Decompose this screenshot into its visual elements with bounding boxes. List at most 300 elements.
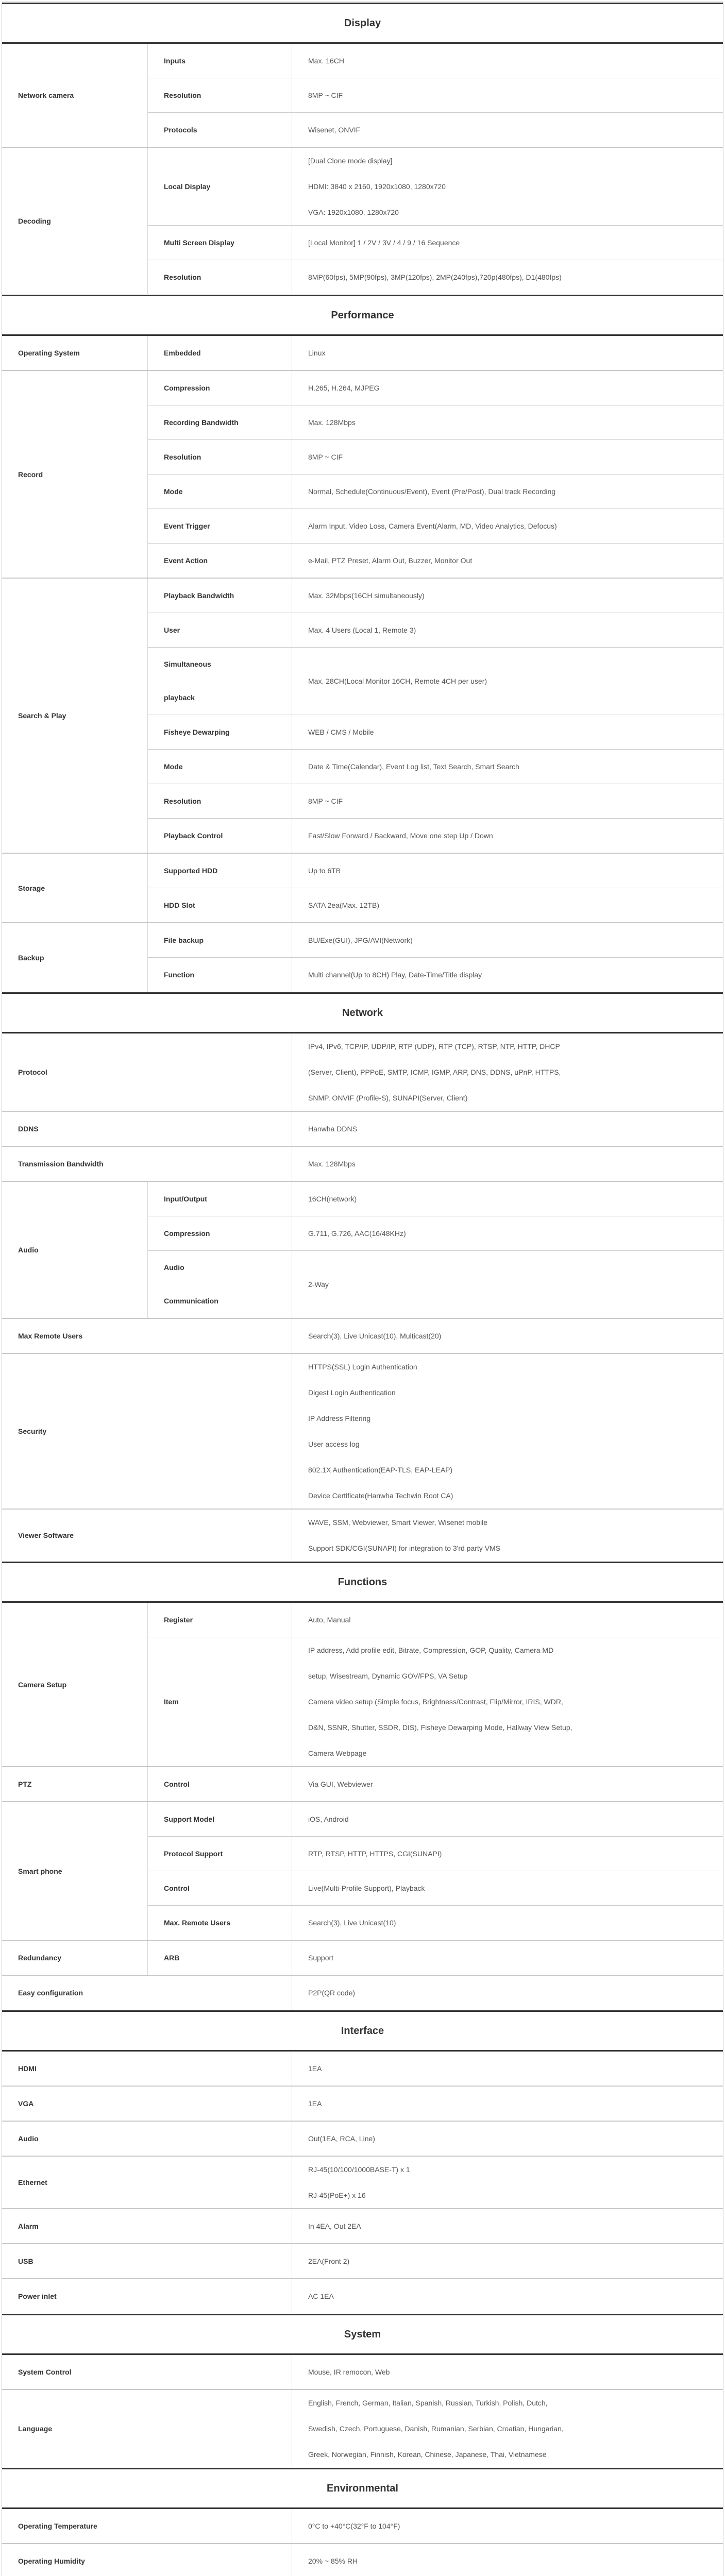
group-rows bbox=[148, 44, 723, 147]
spec-value-line: Fast/Slow Forward / Backward, Move one step Up / Down bbox=[308, 832, 493, 840]
spec-label-line: Recording Bandwidth bbox=[164, 418, 239, 427]
spec-label-line: File backup bbox=[164, 936, 204, 944]
spec-value-line: WAVE, SSM, Webviewer, Smart Viewer, Wisenet mobile bbox=[308, 1518, 488, 1527]
spec-label bbox=[148, 819, 292, 853]
spec-value bbox=[292, 1976, 723, 2010]
spec-label bbox=[148, 226, 292, 260]
spec-row-function bbox=[148, 958, 723, 992]
group-rows bbox=[292, 1112, 723, 1146]
group-label: Operating System bbox=[2, 336, 148, 370]
spec-row bbox=[292, 1354, 723, 1509]
spec-group-record bbox=[2, 371, 723, 579]
spec-value bbox=[292, 648, 723, 715]
spec-row-hdd-slot bbox=[148, 888, 723, 922]
spec-value bbox=[292, 784, 723, 818]
spec-value bbox=[292, 958, 723, 992]
spec-row bbox=[292, 1033, 723, 1111]
spec-value-line: Camera video setup (Simple focus, Brightness/Contrast, Flip/Mirror, IRIS, WDR, bbox=[308, 1698, 563, 1706]
spec-row bbox=[292, 2279, 723, 2313]
group-label: Transmission Bandwidth bbox=[2, 1147, 292, 1181]
group-rows bbox=[292, 2509, 723, 2543]
section-title: Interface bbox=[341, 2025, 384, 2037]
spec-label-line: Control bbox=[164, 1780, 190, 1788]
spec-value-line: P2P(QR code) bbox=[308, 1989, 356, 1997]
group-label: Alarm bbox=[2, 2209, 292, 2243]
spec-value-line: English, French, German, Italian, Spanish, Russian, Turkish, Polish, Dutch, bbox=[308, 2399, 548, 2407]
spec-value bbox=[292, 336, 723, 370]
spec-row-protocol-support bbox=[148, 1837, 723, 1871]
spec-value-line: 8MP ~ CIF bbox=[308, 453, 343, 461]
spec-value bbox=[292, 2052, 723, 2086]
spec-value bbox=[292, 148, 723, 225]
spec-row-user bbox=[148, 613, 723, 648]
spec-row bbox=[292, 2544, 723, 2576]
spec-value-line: Alarm Input, Video Loss, Camera Event(Alarm, MD, Video Analytics, Defocus) bbox=[308, 522, 557, 530]
spec-row-resolution bbox=[148, 78, 723, 113]
spec-value-line: (Server, Client), PPPoE, SMTP, ICMP, IGMP, ARP, DNS, DDNS, uPnP, HTTPS, bbox=[308, 1068, 561, 1076]
spec-label bbox=[148, 1906, 292, 1940]
spec-label-line: Multi Screen Display bbox=[164, 239, 234, 247]
spec-value-line: Max. 128Mbps bbox=[308, 418, 356, 427]
spec-row-embedded bbox=[148, 336, 723, 370]
spec-row-file-backup bbox=[148, 923, 723, 958]
spec-label bbox=[148, 1182, 292, 1216]
spec-value bbox=[292, 371, 723, 405]
spec-label bbox=[148, 613, 292, 647]
spec-value bbox=[292, 1033, 723, 1111]
spec-label bbox=[148, 784, 292, 818]
spec-value bbox=[292, 2244, 723, 2278]
spec-value bbox=[292, 44, 723, 78]
spec-label-line: Compression bbox=[164, 1229, 210, 1238]
spec-value-line: Max. 128Mbps bbox=[308, 1160, 356, 1168]
spec-label-line: User bbox=[164, 626, 180, 634]
spec-label-line: Item bbox=[164, 1697, 179, 1706]
spec-value-line: IP address, Add profile edit, Bitrate, Compression, GOP, Quality, Camera MD bbox=[308, 1646, 554, 1654]
spec-row-inputs bbox=[148, 44, 723, 78]
spec-label bbox=[148, 440, 292, 474]
spec-label-line: Audio bbox=[164, 1263, 184, 1272]
spec-value-line: WEB / CMS / Mobile bbox=[308, 728, 374, 736]
spec-row bbox=[292, 1112, 723, 1146]
spec-row-input-output bbox=[148, 1182, 723, 1216]
spec-row-audio-communication bbox=[148, 1251, 723, 1318]
spec-value bbox=[292, 613, 723, 647]
spec-group-camera-setup bbox=[2, 1603, 723, 1767]
spec-value-line: 1EA bbox=[308, 2064, 322, 2073]
spec-value bbox=[292, 854, 723, 888]
spec-label-line: Supported HDD bbox=[164, 867, 218, 875]
spec-group-storage bbox=[2, 854, 723, 923]
spec-value-line: H.265, H.264, MJPEG bbox=[308, 384, 380, 392]
section-header-performance bbox=[2, 295, 723, 336]
spec-label-line: Protocols bbox=[164, 126, 197, 134]
spec-value bbox=[292, 405, 723, 439]
spec-value bbox=[292, 1182, 723, 1216]
spec-label bbox=[148, 750, 292, 784]
spec-value-line: 802.1X Authentication(EAP-TLS, EAP-LEAP) bbox=[308, 1466, 453, 1474]
spec-row-compression bbox=[148, 371, 723, 405]
spec-value-line: Up to 6TB bbox=[308, 867, 341, 875]
spec-value-line: 8MP ~ CIF bbox=[308, 91, 343, 99]
spec-group-security bbox=[2, 1354, 723, 1510]
group-rows bbox=[292, 2390, 723, 2467]
group-label: HDMI bbox=[2, 2052, 292, 2086]
spec-label-line: Event Action bbox=[164, 556, 208, 565]
spec-row-event-action bbox=[148, 544, 723, 578]
spec-group-max-remote-users bbox=[2, 1319, 723, 1354]
spec-value-line: HTTPS(SSL) Login Authentication bbox=[308, 1363, 417, 1371]
spec-value bbox=[292, 819, 723, 853]
spec-value bbox=[292, 226, 723, 260]
group-rows bbox=[292, 1319, 723, 1353]
spec-row-control bbox=[148, 1871, 723, 1906]
spec-row bbox=[292, 2244, 723, 2278]
spec-row-local-display bbox=[148, 148, 723, 226]
group-label: VGA bbox=[2, 2087, 292, 2121]
spec-value-line: Live(Multi-Profile Support), Playback bbox=[308, 1884, 425, 1892]
spec-row bbox=[292, 2509, 723, 2543]
spec-value bbox=[292, 715, 723, 749]
spec-label bbox=[148, 260, 292, 294]
spec-label bbox=[148, 474, 292, 509]
spec-value-line: Max. 4 Users (Local 1, Remote 3) bbox=[308, 626, 416, 634]
group-label: Operating Temperature bbox=[2, 2509, 292, 2543]
spec-row bbox=[292, 2157, 723, 2208]
spec-label bbox=[148, 1251, 292, 1318]
spec-row-supported-hdd bbox=[148, 854, 723, 888]
spec-value-line: 2-Way bbox=[308, 1280, 329, 1289]
group-rows bbox=[148, 1767, 723, 1801]
spec-value bbox=[292, 1251, 723, 1318]
group-label: Network camera bbox=[2, 44, 148, 147]
spec-group-smart-phone bbox=[2, 1802, 723, 1941]
spec-value-line: SATA 2ea(Max. 12TB) bbox=[308, 901, 379, 909]
spec-label bbox=[148, 648, 292, 715]
spec-row-support-model bbox=[148, 1802, 723, 1837]
spec-value bbox=[292, 113, 723, 147]
spec-row-event-trigger bbox=[148, 509, 723, 544]
spec-value-line: Normal, Schedule(Continuous/Event), Event (Pre/Post), Dual track Recording bbox=[308, 487, 556, 496]
spec-row bbox=[292, 1147, 723, 1181]
section-header-interface bbox=[2, 2010, 723, 2052]
spec-label-line: Simultaneous bbox=[164, 660, 211, 668]
group-rows bbox=[292, 1147, 723, 1181]
spec-group-viewer-software bbox=[2, 1510, 723, 1561]
spec-value bbox=[292, 1112, 723, 1146]
section-header-display bbox=[2, 3, 723, 44]
spec-label-line: Event Trigger bbox=[164, 522, 210, 530]
spec-row bbox=[292, 2355, 723, 2389]
group-rows bbox=[292, 2209, 723, 2243]
group-rows bbox=[292, 1033, 723, 1111]
group-label: Camera Setup bbox=[2, 1603, 148, 1766]
group-label: PTZ bbox=[2, 1767, 148, 1801]
spec-group-redundancy bbox=[2, 1941, 723, 1976]
spec-row-register bbox=[148, 1603, 723, 1637]
spec-row-mode bbox=[148, 474, 723, 509]
group-label: Record bbox=[2, 371, 148, 578]
spec-row-resolution bbox=[148, 260, 723, 294]
group-label: Audio bbox=[2, 1182, 148, 1318]
spec-value bbox=[292, 2157, 723, 2208]
spec-value bbox=[292, 1637, 723, 1766]
spec-group-easy-configuration bbox=[2, 1976, 723, 2010]
spec-row-arb bbox=[148, 1941, 723, 1975]
spec-label bbox=[148, 1941, 292, 1975]
section-header-functions bbox=[2, 1562, 723, 1603]
spec-value bbox=[292, 260, 723, 294]
spec-value-line: RTP, RTSP, HTTP, HTTPS, CGI(SUNAPI) bbox=[308, 1850, 442, 1858]
spec-group-search-play bbox=[2, 579, 723, 854]
section-title: Functions bbox=[338, 1576, 387, 1588]
group-rows bbox=[292, 2157, 723, 2208]
spec-label-line: Control bbox=[164, 1884, 190, 1892]
spec-label-line: Mode bbox=[164, 762, 183, 771]
section-header-system bbox=[2, 2314, 723, 2355]
spec-value bbox=[292, 474, 723, 509]
group-rows bbox=[292, 1976, 723, 2010]
spec-value bbox=[292, 888, 723, 922]
spec-value bbox=[292, 1802, 723, 1836]
group-rows bbox=[148, 1802, 723, 1940]
spec-value-line: Support SDK/CGI(SUNAPI) for integration to 3'rd party VMS bbox=[308, 1544, 501, 1552]
spec-value-line: AC 1EA bbox=[308, 2292, 334, 2300]
group-label: System Control bbox=[2, 2355, 292, 2389]
spec-label-line: Protocol Support bbox=[164, 1850, 223, 1858]
spec-value-line: 8MP ~ CIF bbox=[308, 797, 343, 805]
group-label: Audio bbox=[2, 2122, 292, 2156]
group-label: Backup bbox=[2, 923, 148, 992]
spec-value bbox=[292, 1510, 723, 1561]
spec-value bbox=[292, 1941, 723, 1975]
spec-value-line: SNMP, ONVIF (Profile-S), SUNAPI(Server, Client) bbox=[308, 1094, 468, 1102]
section-title: System bbox=[344, 2328, 381, 2340]
spec-row bbox=[292, 2087, 723, 2121]
spec-label-line: Playback Bandwidth bbox=[164, 591, 234, 600]
spec-label-line: Resolution bbox=[164, 453, 201, 461]
spec-label bbox=[148, 958, 292, 992]
spec-row bbox=[292, 1976, 723, 2010]
spec-label-line: Support Model bbox=[164, 1815, 214, 1823]
spec-label-line: Resolution bbox=[164, 797, 201, 805]
group-label: Power inlet bbox=[2, 2279, 292, 2313]
spec-group-network-camera bbox=[2, 44, 723, 148]
group-rows bbox=[292, 2355, 723, 2389]
spec-value-line: Linux bbox=[308, 349, 326, 357]
group-rows bbox=[292, 2544, 723, 2576]
spec-row-mode bbox=[148, 750, 723, 784]
spec-row bbox=[292, 2122, 723, 2156]
spec-value-line: Greek, Norwegian, Finnish, Korean, Chinese, Japanese, Thai, Vietnamese bbox=[308, 2450, 547, 2459]
spec-label bbox=[148, 78, 292, 112]
spec-value bbox=[292, 2209, 723, 2243]
spec-value bbox=[292, 2355, 723, 2389]
group-rows bbox=[148, 336, 723, 370]
spec-label bbox=[148, 44, 292, 78]
spec-value-line: Camera Webpage bbox=[308, 1749, 367, 1757]
spec-value bbox=[292, 544, 723, 578]
spec-value-line: IP Address Filtering bbox=[308, 1414, 371, 1422]
spec-label-line: ARB bbox=[164, 1954, 180, 1962]
spec-value-line: e-Mail, PTZ Preset, Alarm Out, Buzzer, Monitor Out bbox=[308, 556, 473, 565]
spec-label-line: Resolution bbox=[164, 273, 201, 281]
spec-row-max-remote-users bbox=[148, 1906, 723, 1940]
spec-label bbox=[148, 715, 292, 749]
spec-value-line: Max. 28CH(Local Monitor 16CH, Remote 4CH per user) bbox=[308, 677, 487, 685]
spec-value-line: 0°C to +40°C(32°F to 104°F) bbox=[308, 2522, 400, 2530]
spec-value bbox=[292, 2544, 723, 2576]
group-label: Smart phone bbox=[2, 1802, 148, 1940]
spec-row bbox=[292, 2390, 723, 2467]
spec-value bbox=[292, 1837, 723, 1871]
spec-label bbox=[148, 1802, 292, 1836]
section-header-environmental bbox=[2, 2468, 723, 2509]
spec-value-line: [Dual Clone mode display] bbox=[308, 157, 393, 165]
group-rows bbox=[292, 2052, 723, 2086]
spec-value bbox=[292, 1871, 723, 1905]
spec-value-line: Hanwha DDNS bbox=[308, 1125, 357, 1133]
spec-value-line: Multi channel(Up to 8CH) Play, Date-Time/Title display bbox=[308, 971, 482, 979]
spec-row-resolution bbox=[148, 784, 723, 819]
group-rows bbox=[148, 148, 723, 294]
spec-group-alarm bbox=[2, 2209, 723, 2244]
spec-label bbox=[148, 1637, 292, 1766]
section-title: Network bbox=[342, 1007, 383, 1019]
spec-row-playback-bandwidth bbox=[148, 579, 723, 613]
spec-group-decoding bbox=[2, 148, 723, 294]
section-title: Display bbox=[344, 17, 381, 29]
spec-value bbox=[292, 1319, 723, 1353]
spec-row-fisheye-dewarping bbox=[148, 715, 723, 750]
spec-label-line: Resolution bbox=[164, 91, 201, 99]
spec-group-operating-temperature bbox=[2, 2509, 723, 2544]
section-title: Performance bbox=[331, 309, 394, 321]
spec-label-line: Fisheye Dewarping bbox=[164, 728, 230, 736]
spec-label bbox=[148, 1837, 292, 1871]
spec-label-line: Inputs bbox=[164, 57, 186, 65]
spec-row-simultaneous-playback bbox=[148, 648, 723, 715]
spec-value-line: Auto, Manual bbox=[308, 1616, 351, 1624]
spec-value bbox=[292, 750, 723, 784]
spec-group-language bbox=[2, 2390, 723, 2467]
spec-label-line: Local Display bbox=[164, 182, 211, 191]
group-label: Max Remote Users bbox=[2, 1319, 292, 1353]
group-label: Redundancy bbox=[2, 1941, 148, 1975]
spec-value-line: 2EA(Front 2) bbox=[308, 2257, 350, 2265]
spec-group-vga bbox=[2, 2087, 723, 2122]
spec-label-line: playback bbox=[164, 693, 195, 702]
group-rows bbox=[292, 2244, 723, 2278]
spec-value-line: VGA: 1920x1080, 1280x720 bbox=[308, 208, 399, 216]
spec-value-line: 16CH(network) bbox=[308, 1195, 357, 1203]
spec-label bbox=[148, 579, 292, 613]
spec-value-line: 8MP(60fps), 5MP(90fps), 3MP(120fps), 2MP(240fps),720p(480fps), D1(480fps) bbox=[308, 273, 562, 281]
group-rows bbox=[148, 1603, 723, 1766]
spec-value-line: In 4EA, Out 2EA bbox=[308, 2222, 361, 2230]
group-rows bbox=[148, 1941, 723, 1975]
group-rows bbox=[148, 371, 723, 578]
group-rows bbox=[148, 923, 723, 992]
spec-value-line: Device Certificate(Hanwha Techwin Root CA) bbox=[308, 1492, 453, 1500]
spec-value bbox=[292, 2390, 723, 2467]
spec-label-line: Function bbox=[164, 971, 195, 979]
spec-group-usb bbox=[2, 2244, 723, 2279]
group-label: Security bbox=[2, 1354, 292, 1509]
spec-row-resolution bbox=[148, 440, 723, 474]
spec-label-line: Embedded bbox=[164, 349, 201, 357]
spec-value-line: 20% ~ 85% RH bbox=[308, 2557, 358, 2565]
spec-value bbox=[292, 2122, 723, 2156]
section-header-network bbox=[2, 992, 723, 1033]
spec-row bbox=[292, 1510, 723, 1561]
spec-value-line: Swedish, Czech, Portuguese, Danish, Rumanian, Serbian, Croatian, Hungarian, bbox=[308, 2425, 564, 2433]
spec-value bbox=[292, 2087, 723, 2121]
group-label: Operating Humidity bbox=[2, 2544, 292, 2576]
spec-group-audio bbox=[2, 2122, 723, 2157]
spec-value-line: Out(1EA, RCA, Line) bbox=[308, 2134, 375, 2143]
spec-label-line: Register bbox=[164, 1616, 193, 1624]
group-rows bbox=[292, 2279, 723, 2313]
spec-label-line: Communication bbox=[164, 1297, 218, 1305]
spec-table bbox=[2, 2, 723, 2576]
spec-value bbox=[292, 579, 723, 613]
spec-value-line: Search(3), Live Unicast(10), Multicast(20) bbox=[308, 1332, 442, 1340]
spec-value-line: D&N, SSNR, Shutter, SSDR, DIS), Fisheye Dewarping Mode, Hallway View Setup, bbox=[308, 1723, 572, 1732]
spec-value bbox=[292, 1767, 723, 1801]
spec-row-multi-screen-display bbox=[148, 226, 723, 260]
spec-value-line: Via GUI, Webviewer bbox=[308, 1780, 373, 1788]
spec-value bbox=[292, 78, 723, 112]
group-label: Easy configuration bbox=[2, 1976, 292, 2010]
group-label: Search & Play bbox=[2, 579, 148, 853]
spec-label-line: Compression bbox=[164, 384, 210, 392]
spec-value-line: 1EA bbox=[308, 2099, 322, 2108]
spec-value-line: BU/Exe(GUI), JPG/AVI(Network) bbox=[308, 936, 413, 944]
spec-value-line: Wisenet, ONVIF bbox=[308, 126, 361, 134]
spec-value-line: iOS, Android bbox=[308, 1815, 349, 1823]
spec-label bbox=[148, 113, 292, 147]
spec-group-ptz bbox=[2, 1767, 723, 1802]
spec-value-line: IPv4, IPv6, TCP/IP, UDP/IP, RTP (UDP), RTP (TCP), RTSP, NTP, HTTP, DHCP bbox=[308, 1042, 560, 1050]
spec-label-line: Max. Remote Users bbox=[164, 1919, 231, 1927]
spec-value bbox=[292, 1603, 723, 1637]
spec-label bbox=[148, 854, 292, 888]
group-rows bbox=[292, 2122, 723, 2156]
spec-row-protocols bbox=[148, 113, 723, 147]
spec-value-line: Support bbox=[308, 1954, 334, 1962]
spec-label-line: Mode bbox=[164, 487, 183, 496]
group-label: USB bbox=[2, 2244, 292, 2278]
group-rows bbox=[148, 854, 723, 922]
group-label: Viewer Software bbox=[2, 1510, 292, 1561]
group-rows bbox=[292, 1354, 723, 1509]
spec-value bbox=[292, 440, 723, 474]
group-label: Language bbox=[2, 2390, 292, 2467]
spec-label-line: HDD Slot bbox=[164, 901, 195, 909]
spec-value bbox=[292, 2509, 723, 2543]
spec-group-system-control bbox=[2, 2355, 723, 2390]
spec-label-line: Input/Output bbox=[164, 1195, 207, 1203]
group-label: Protocol bbox=[2, 1033, 292, 1111]
spec-value bbox=[292, 1354, 723, 1509]
group-label: DDNS bbox=[2, 1112, 292, 1146]
spec-value-line: Digest Login Authentication bbox=[308, 1388, 396, 1397]
spec-row-control bbox=[148, 1767, 723, 1801]
spec-label bbox=[148, 1603, 292, 1637]
spec-label bbox=[148, 336, 292, 370]
spec-group-protocol bbox=[2, 1033, 723, 1112]
